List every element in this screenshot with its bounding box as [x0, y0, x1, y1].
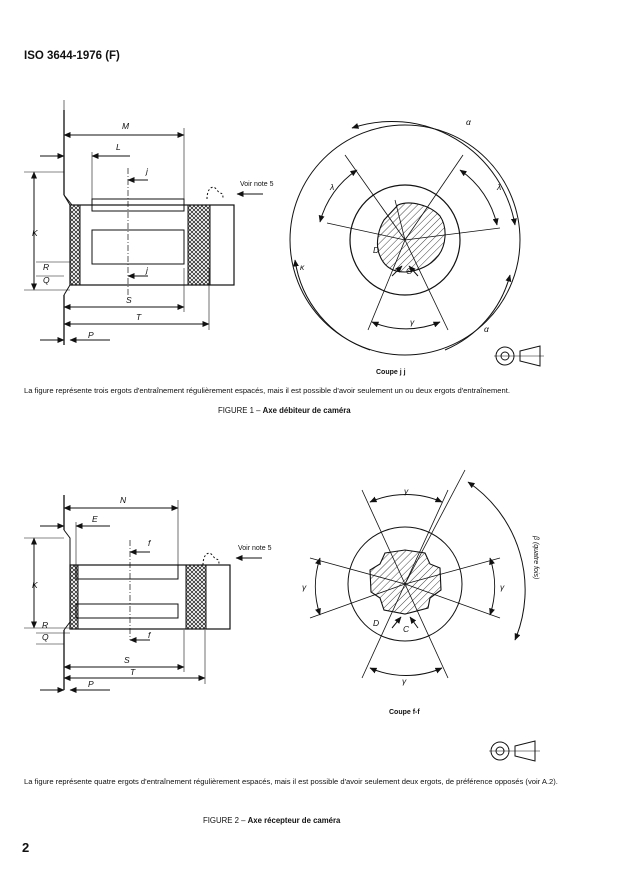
angle-gamma-bottom-label: γ: [402, 676, 407, 686]
angle-beta-label: β (quatre fois): [532, 536, 539, 580]
dim-c-label-2: C: [403, 624, 410, 634]
figure-1-section-view: [290, 121, 544, 366]
angle-gamma-right-label: γ: [500, 582, 505, 592]
dim-k-label: K: [32, 228, 38, 238]
section-f-top-label: f: [148, 538, 151, 548]
figure-2-caption: La figure représente quatre ergots d'entraînement régulièrement espacés, mais il est possible d'avoir seulement deux ergots, de préférence opposés (voir A.2).: [24, 777, 558, 786]
dim-s-label-2: S: [124, 655, 130, 665]
angle-alpha-top-label: α: [466, 117, 471, 127]
figure-1-drawing: [0, 0, 619, 410]
angle-gamma-top-label: γ: [404, 486, 409, 496]
section-j-top-label: j: [146, 166, 148, 176]
figure-2-drawing: [0, 440, 619, 770]
dim-c-label: C: [406, 266, 413, 276]
dim-n-label: N: [120, 495, 127, 505]
section-f-bottom-label: f: [148, 630, 151, 640]
dim-m-label: M: [122, 121, 130, 131]
note-5-label-2: Voir note 5: [238, 545, 272, 552]
dim-d-label: D: [373, 245, 380, 255]
figure-1-title: FIGURE 1 – Axe débiteur de caméra: [218, 406, 351, 415]
section-j-bottom-label: j: [146, 265, 148, 275]
dim-l-label: L: [116, 142, 121, 152]
dim-e-label: E: [92, 514, 98, 524]
document-header: ISO 3644-1976 (F): [24, 50, 120, 62]
angle-gamma-left-label: γ: [302, 582, 307, 592]
dim-d-label-2: D: [373, 618, 380, 628]
angle-alpha-bottom-label: α: [484, 324, 489, 334]
figure-1-caption: La figure représente trois ergots d'entraînement régulièrement espacés, mais il est possible d'avoir seulement un ou deux ergots d'entraînement.: [24, 386, 510, 395]
dim-p-label: P: [88, 330, 94, 340]
section-jj-title: Coupe j j: [376, 369, 406, 376]
figure-1-side-view: [24, 100, 263, 345]
dim-s-label: S: [126, 295, 132, 305]
note-5-label: Voir note 5: [240, 181, 274, 188]
angle-lambda-left-label: λ: [330, 182, 335, 192]
dim-p-label-2: P: [88, 679, 94, 689]
angle-gamma-label: γ: [410, 317, 415, 327]
figure-2-title: FIGURE 2 – Axe récepteur de caméra: [203, 816, 341, 825]
dim-r-label-2: R: [42, 620, 49, 630]
page-number: 2: [22, 840, 30, 855]
section-ff-title: Coupe f-f: [389, 709, 420, 716]
figure-2-side-view: [24, 495, 262, 690]
angle-kappa-label: κ: [300, 262, 305, 272]
dim-q-label: Q: [43, 275, 50, 285]
figure-2-section-view: [310, 470, 540, 761]
angle-lambda-right-label: λ: [497, 182, 502, 192]
dim-t-label: T: [136, 312, 142, 322]
dim-q-label-2: Q: [42, 632, 49, 642]
dim-r-label: R: [43, 262, 50, 272]
dim-k-label-2: K: [32, 580, 38, 590]
dim-t-label-2: T: [130, 667, 136, 677]
